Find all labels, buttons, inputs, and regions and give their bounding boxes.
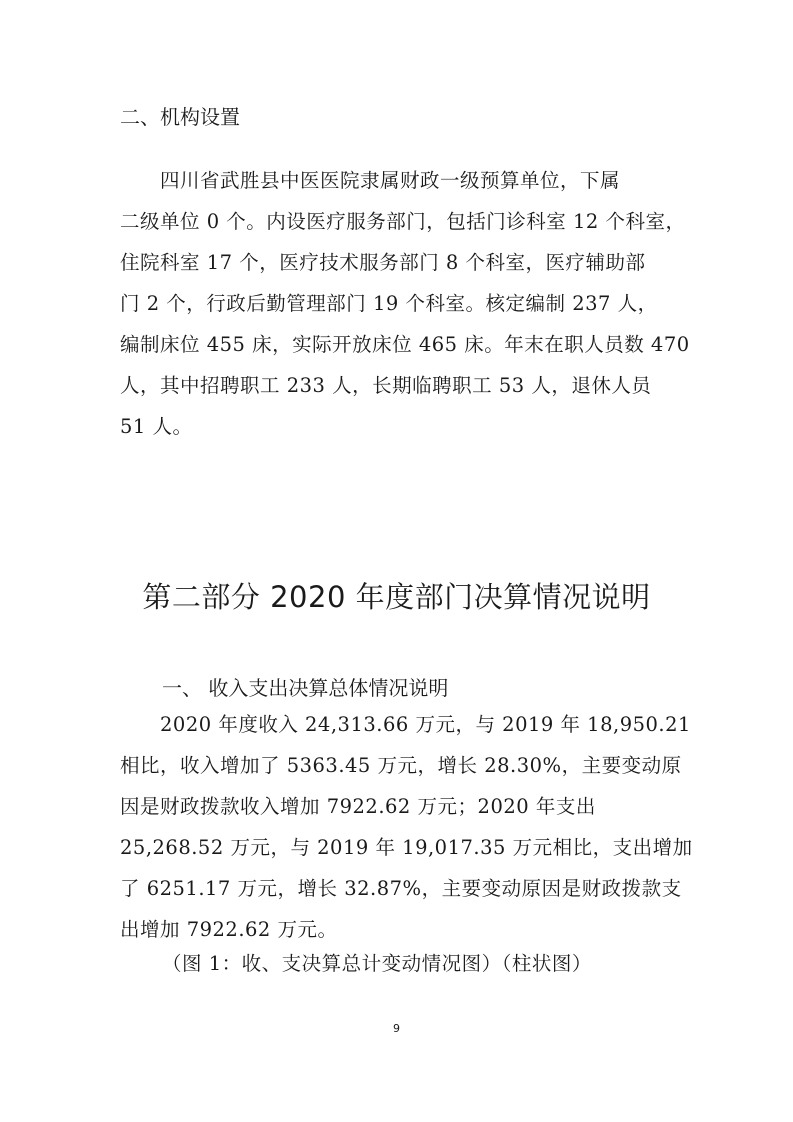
paragraph-line: 因是财政拨款收入增加 7922.62 万元；2020 年支出: [120, 795, 596, 818]
paragraph-line: 了 6251.17 万元，增长 32.87%，主要变动原因是财政拨款支: [120, 877, 682, 900]
paragraph-line: 51 人。: [120, 415, 193, 438]
section-heading-org: 二、机构设置: [120, 105, 240, 129]
part-title: 第二部分 2020 年度部门决算情况说明: [142, 580, 651, 614]
page-number: 9: [393, 1022, 400, 1035]
paragraph-line: 相比，收入增加了 5363.45 万元，增长 28.30%，主要变动原: [120, 754, 682, 777]
paragraph-line: 2020 年度收入 24,313.66 万元，与 2019 年 18,950.21: [120, 713, 691, 736]
paragraph-line: 人，其中招聘职工 233 人，长期临聘职工 53 人，退休人员: [120, 374, 652, 397]
figure-caption: （图 1：收、支决算总计变动情况图）（柱状图）: [162, 952, 592, 975]
section-heading-income: 一、 收入支出决算总体情况说明: [162, 676, 449, 700]
paragraph-line: 住院科室 17 个，医疗技术服务部门 8 个科室，医疗辅助部: [120, 251, 646, 274]
paragraph-line: 二级单位 0 个。内设医疗服务部门，包括门诊科室 12 个科室，: [120, 210, 686, 233]
paragraph-line: 25,268.52 万元，与 2019 年 19,017.35 万元相比，支出增加: [120, 836, 693, 859]
org-paragraph: [120, 160, 690, 447]
paragraph-line: 四川省武胜县中医医院隶属财政一级预算单位，下属: [120, 169, 621, 192]
paragraph-line: 门 2 个，行政后勤管理部门 19 个科室。核定编制 237 人，: [120, 292, 658, 315]
paragraph-line: 编制床位 455 床，实际开放床位 465 床。年末在职人员数 470: [120, 333, 690, 356]
income-paragraph: [120, 704, 693, 950]
paragraph-line: 出增加 7922.62 万元。: [120, 918, 338, 941]
